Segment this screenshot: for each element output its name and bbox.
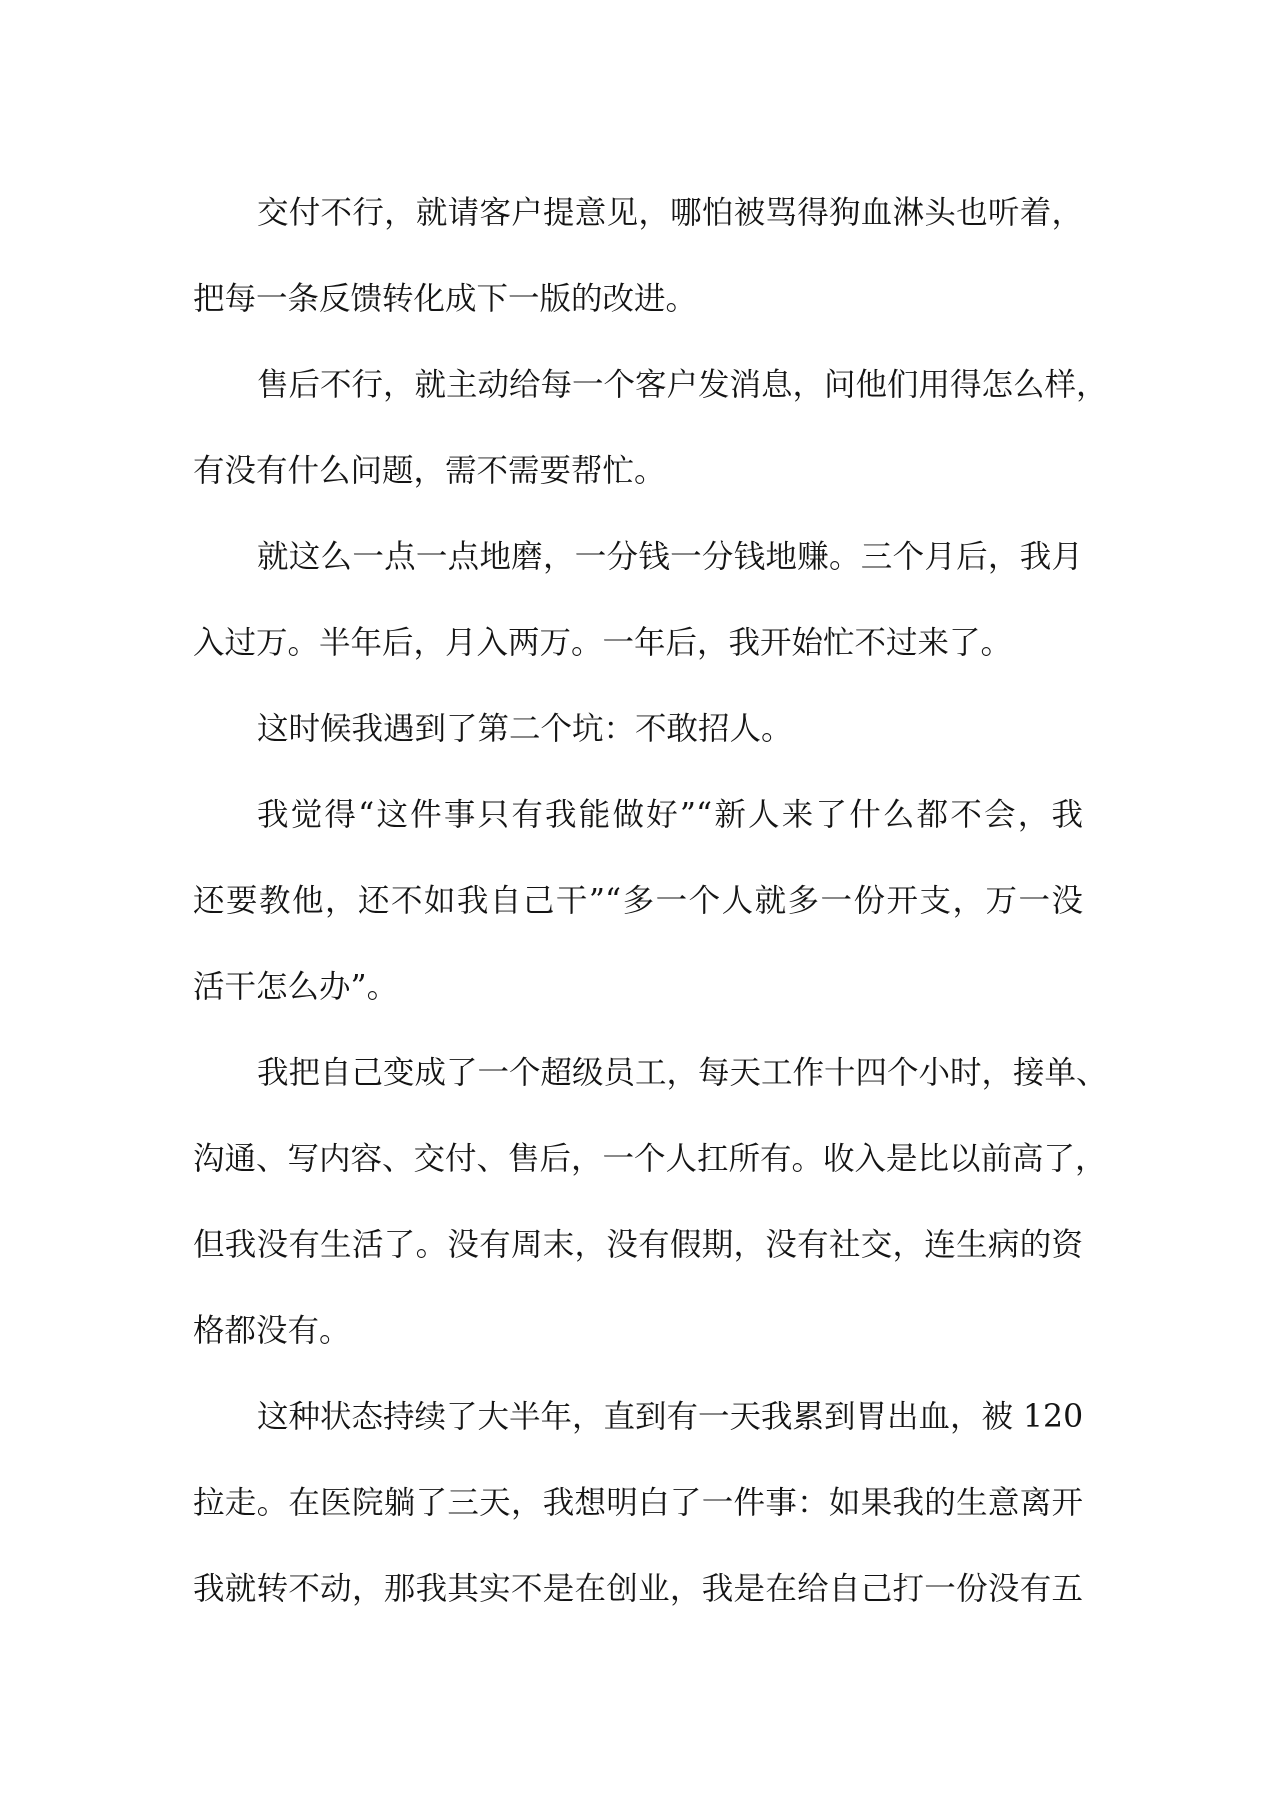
text-line: 就这么一点一点地磨，一分钱一分钱地赚。三个月后，我月 bbox=[257, 539, 1083, 575]
text-line: 我把自己变成了一个超级员工，每天工作十四个小时，接单、 bbox=[257, 1055, 1108, 1091]
document-body bbox=[193, 170, 1108, 1632]
paragraph-3 bbox=[193, 514, 1083, 686]
text-line: 但我没有生活了。没有周末，没有假期，没有社交，连生病的资 bbox=[193, 1227, 1083, 1263]
text-line: 还要教他，还不如我自己干”“多一个人就多一份开支，万一没 bbox=[193, 883, 1083, 919]
text-line: 交付不行，就请客户提意见，哪怕被骂得狗血淋头也听着， bbox=[257, 195, 1083, 231]
paragraph-6 bbox=[193, 1030, 1108, 1374]
text-line: 这种状态持续了大半年，直到有一天我累到胃出血，被 120 bbox=[257, 1399, 1084, 1435]
text-line: 拉走。在医院躺了三天，我想明白了一件事：如果我的生意离开 bbox=[193, 1485, 1083, 1521]
paragraph-5 bbox=[193, 772, 1083, 1030]
text-line: 入过万。半年后，月入两万。一年后，我开始忙不过来了。 bbox=[193, 625, 1013, 661]
text-line: 我就转不动，那我其实不是在创业，我是在给自己打一份没有五 bbox=[193, 1571, 1083, 1607]
text-line: 有没有什么问题，需不需要帮忙。 bbox=[193, 453, 666, 489]
paragraph-7 bbox=[193, 1374, 1083, 1632]
text-line: 格都没有。 bbox=[193, 1313, 351, 1349]
text-line: 我觉得“这件事只有我能做好”“新人来了什么都不会，我 bbox=[257, 797, 1083, 833]
paragraph-4 bbox=[193, 686, 1083, 772]
paragraph-2 bbox=[193, 342, 1108, 514]
text-line: 这时候我遇到了第二个坑：不敢招人。 bbox=[257, 711, 793, 747]
text-line: 售后不行，就主动给每一个客户发消息，问他们用得怎么样， bbox=[257, 367, 1108, 403]
text-line: 活干怎么办”。 bbox=[193, 969, 399, 1005]
paragraph-1 bbox=[193, 170, 1083, 342]
text-line: 把每一条反馈转化成下一版的改进。 bbox=[193, 281, 698, 317]
text-line: 沟通、写内容、交付、售后，一个人扛所有。收入是比以前高了， bbox=[193, 1141, 1107, 1177]
